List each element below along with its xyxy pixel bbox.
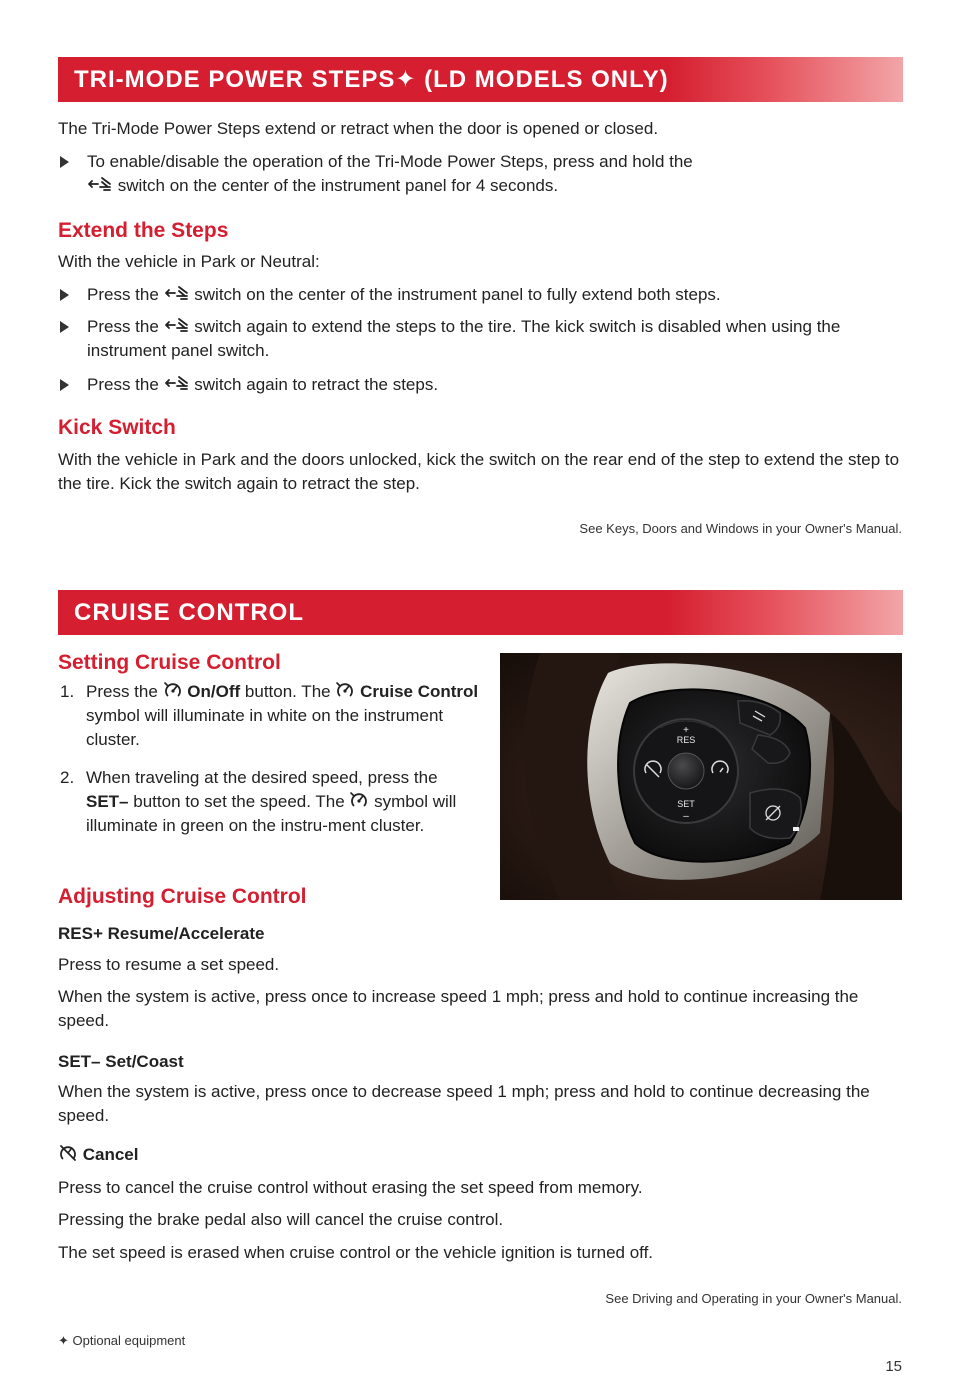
res-plus-label: + <box>683 725 689 736</box>
extend-intro: With the vehicle in Park or Neutral: <box>58 252 320 271</box>
cancel-text-3: The set speed is erased when cruise control or the vehicle ignition is turned off. <box>58 1243 654 1262</box>
bullet-arrow-icon <box>60 156 69 168</box>
set-label: SET <box>677 799 695 809</box>
cruise-control-icon <box>335 680 355 700</box>
cancel-heading: Cancel <box>82 1145 139 1164</box>
cancel-heading-row <box>58 1143 138 1167</box>
tri-mode-reference: See Keys, Doors and Windows in your Owner's Manual. <box>579 521 902 536</box>
setting-step-1: 1. Press the On/Off button. The Cruise Control symbol will illuminate in white on the instrument cluster. <box>60 682 479 750</box>
setting-step-2: 2. When traveling at the desired speed, press the SET– button to set the speed. The symbol will illuminate in green on the instru-ment cluster. <box>60 768 457 836</box>
power-steps-switch-icon <box>87 175 113 193</box>
extend-step-1: Press the switch on the center of the instrument panel to fully extend both steps. <box>58 283 903 307</box>
bullet-arrow-icon <box>60 321 69 333</box>
tri-mode-title: TRI-MODE POWER STEPS✦ (LD MODELS ONLY) <box>74 66 669 93</box>
steering-wheel-cruise-controls-photo <box>500 653 902 900</box>
set-heading: SET– Set/Coast <box>58 1052 184 1071</box>
set-minus-label: – <box>683 811 689 822</box>
power-steps-switch-icon <box>164 374 190 392</box>
adjusting-cruise-heading: Adjusting Cruise Control <box>58 885 307 908</box>
res-text-1: Press to resume a set speed. <box>58 955 280 974</box>
kick-switch-text: With the vehicle in Park and the doors unlocked, kick the switch on the rear end of the step to extend the step to the tire. Kick the switch again to retract the step. <box>58 450 900 494</box>
cruise-reference: See Driving and Operating in your Owner's Manual. <box>605 1291 902 1306</box>
cruise-control-icon <box>163 680 183 700</box>
cruise-cancel-icon <box>58 1143 78 1163</box>
res-heading: RES+ Resume/Accelerate <box>58 924 265 943</box>
tri-mode-intro: The Tri-Mode Power Steps extend or retract when the door is opened or closed. <box>58 119 659 138</box>
enable-bullet: To enable/disable the operation of the Tri-Mode Power Steps, press and hold the switch on the center of the instrument panel for 4 seconds. <box>58 150 903 198</box>
extend-heading: Extend the Steps <box>58 219 229 242</box>
cruise-title: CRUISE CONTROL <box>74 599 304 626</box>
optional-equipment-note: ✦ Optional equipment <box>58 1333 186 1348</box>
kick-switch-heading: Kick Switch <box>58 416 176 439</box>
bullet-arrow-icon <box>60 289 69 301</box>
set-text: When the system is active, press once to decrease speed 1 mph; press and hold to continue decreasing the speed. <box>58 1082 870 1126</box>
extend-step-3: Press the switch again to retract the steps. <box>58 373 903 397</box>
setting-cruise-heading: Setting Cruise Control <box>58 651 281 674</box>
cruise-control-icon <box>349 790 369 810</box>
res-text-2: When the system is active, press once to increase speed 1 mph; press and hold to continue increasing the speed. <box>58 987 859 1031</box>
tri-mode-section-header <box>58 57 903 102</box>
page-number: 15 <box>885 1358 902 1375</box>
extend-step-2: Press the switch again to extend the steps to the tire. The kick switch is disabled when using the instrument panel switch. <box>58 315 903 363</box>
bullet-arrow-icon <box>60 379 69 391</box>
cancel-text-1: Press to cancel the cruise control without erasing the set speed from memory. <box>58 1178 643 1197</box>
cruise-section-header <box>58 590 903 635</box>
power-steps-switch-icon <box>164 316 190 334</box>
power-steps-switch-icon <box>164 284 190 302</box>
res-label: RES <box>676 735 696 745</box>
cancel-text-2: Pressing the brake pedal also will cancel the cruise control. <box>58 1210 504 1229</box>
